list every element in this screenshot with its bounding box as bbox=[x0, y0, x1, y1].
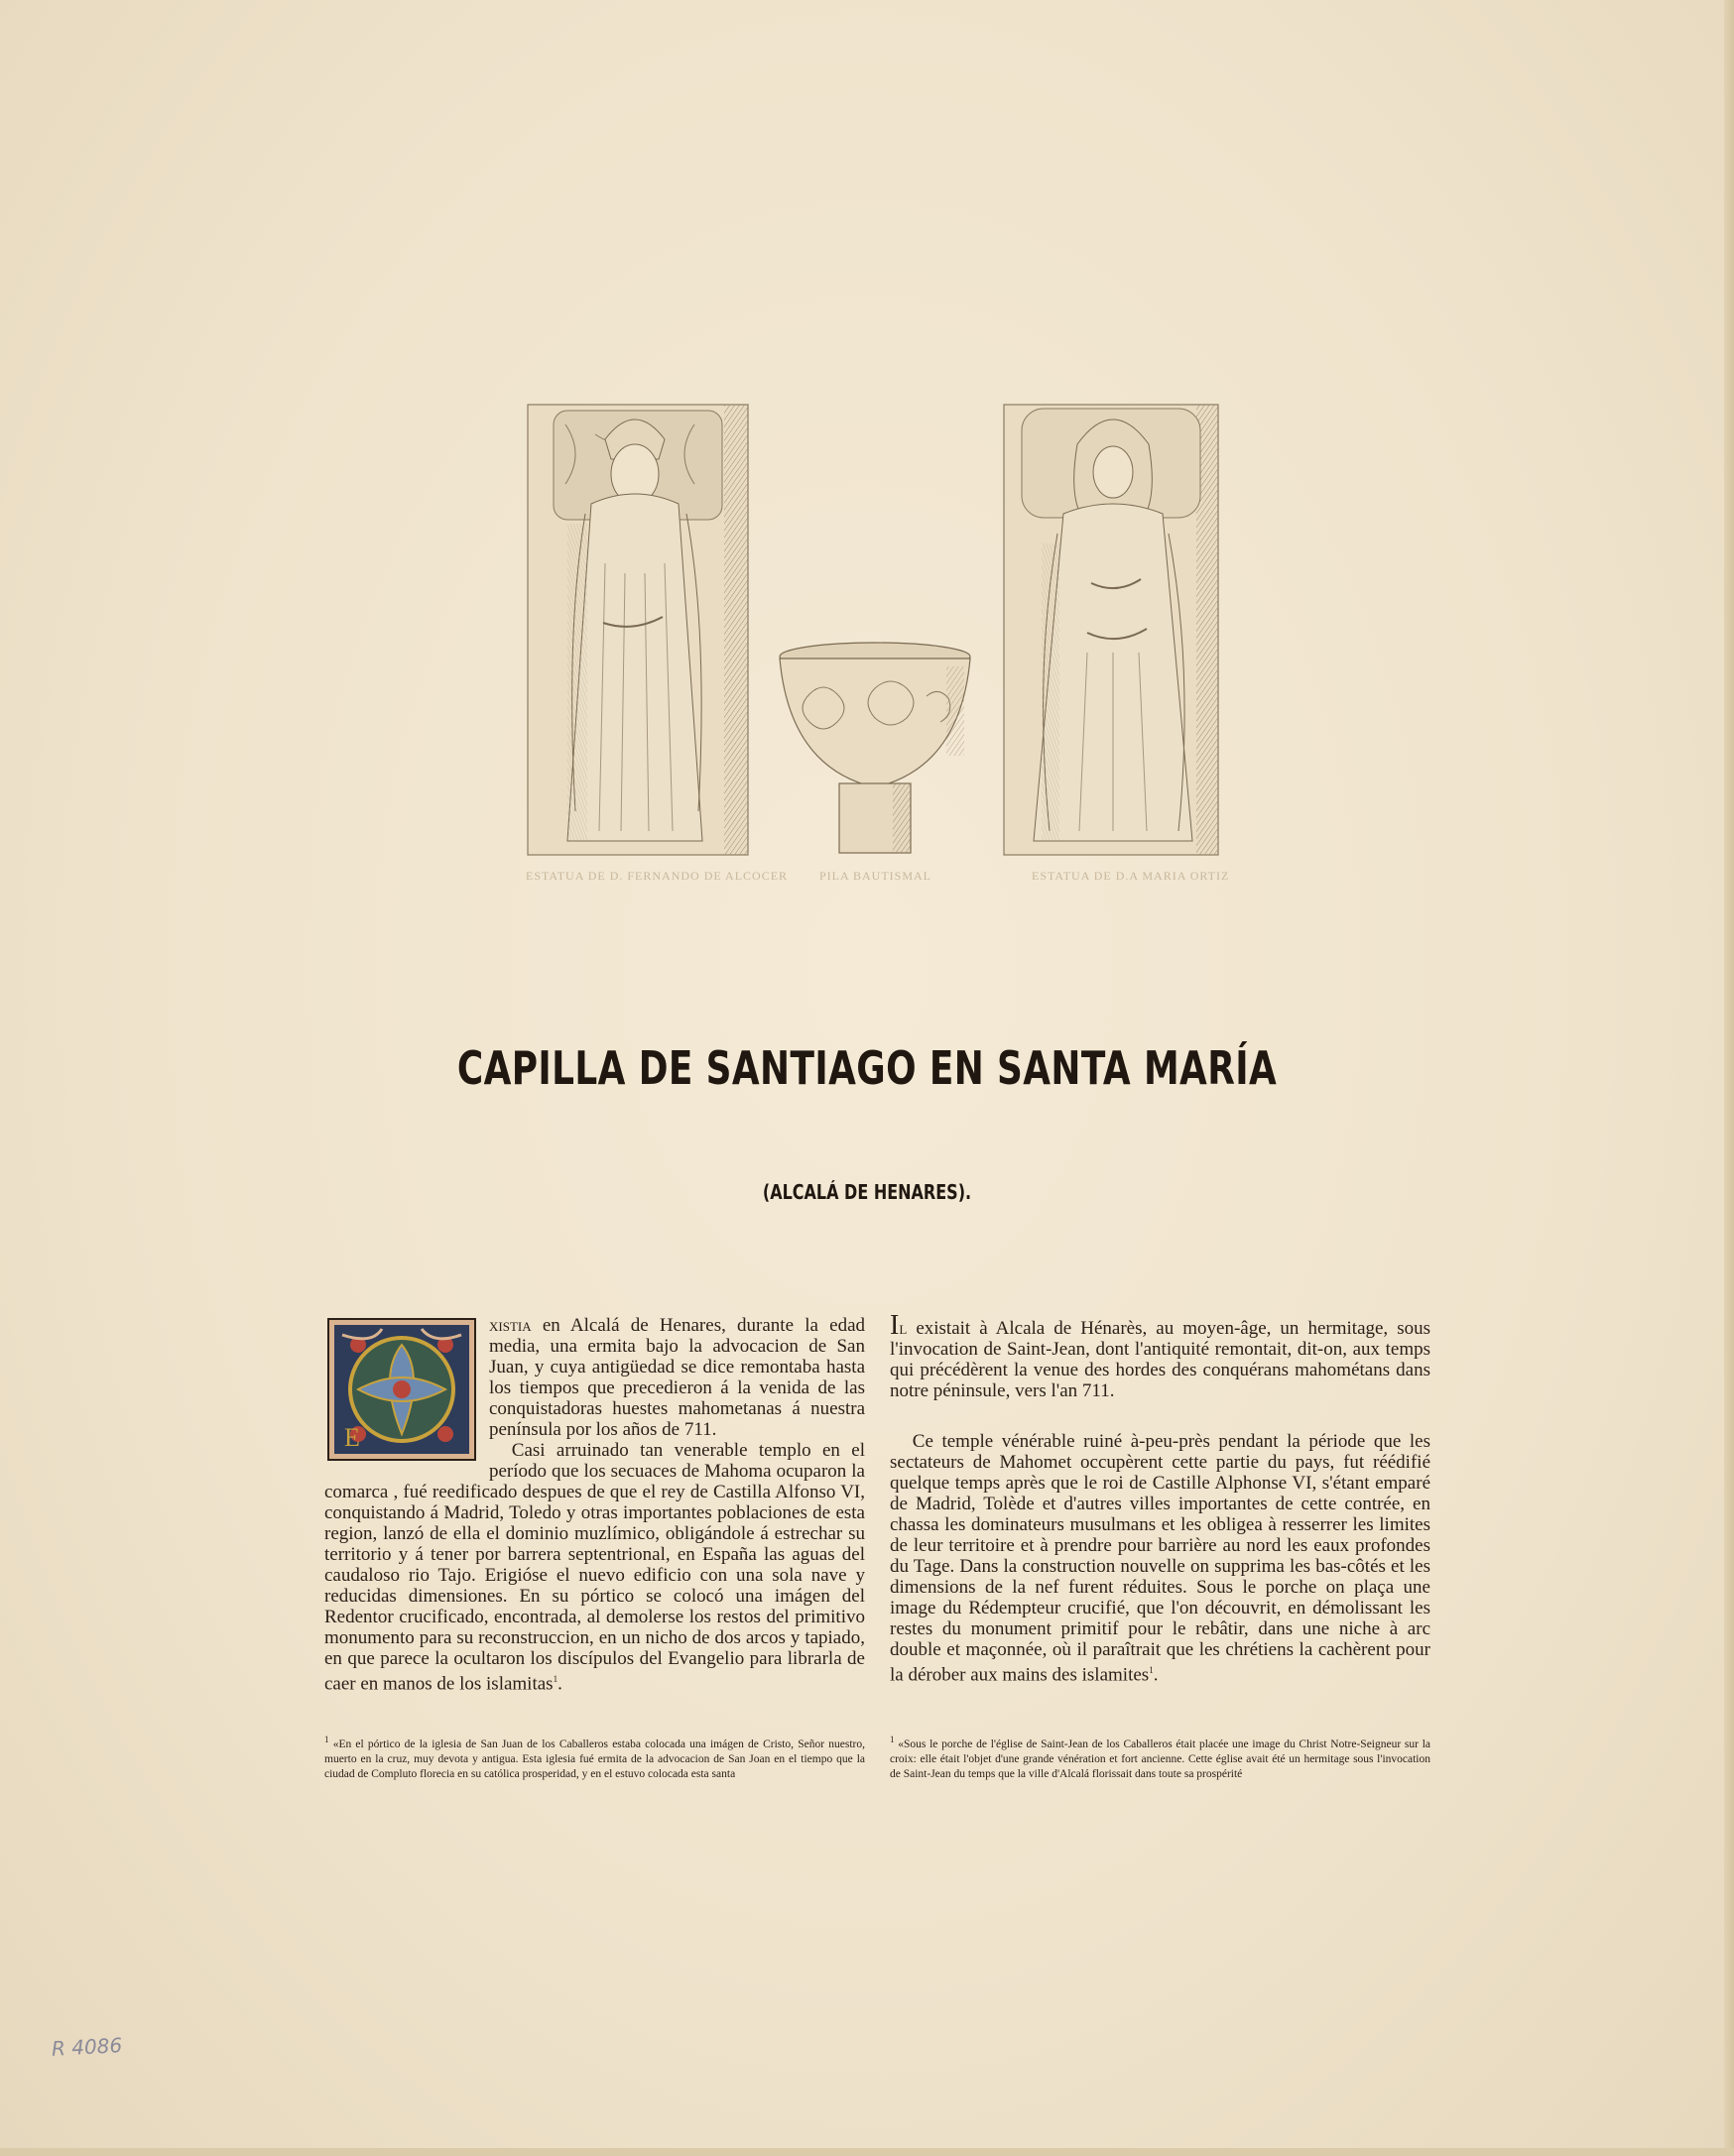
dropcap-letter: E bbox=[344, 1423, 360, 1452]
spanish-footnote-number: 1 bbox=[324, 1735, 329, 1744]
engraving-plate bbox=[526, 385, 1220, 861]
french-paragraph-2: Ce temple vénérable ruiné à-peu-près pendant la période que les sectateurs de Mahomet occupèrent cette partie du pays, fut réédifié quelque temps après que le roi de Castille Alphonse VI, s'étant emparé de Madrid, Tolède et d'autres villes importantes de cette contrée, en chassa les dominateurs musulmans et les obligea à resserrer les limites de leur territoire et à prendre pour barrière au nord les eaux profondes du Tage. Dans la construction nouvelle on supprima les bas-côtés et les dimensions de la nef furent réduites. Sous le porche on plaça une image du Rédempteur crucifié, que l'on découvrit, en démolissant les restes du monument primitif pour le rebâtir, dans une niche à arc double et maçonnée, où il paraîtrait que les chrétiens la cachèrent pour la dérober aux mains des islamites bbox=[890, 1431, 1430, 1686]
pencil-inventory-mark: R 4086 bbox=[51, 2033, 123, 2061]
spanish-footnote-text: «En el pórtico de la iglesia de San Juan de los Caballeros estaba colocada una imágen de Cristo, Señor nuestro, muerto en la cruz, muy devota y antigua. Esta iglesia fué ermita de la advocacion de San Joan en el tiempo que la ciudad de Compluto florecia en su católica prosperidad, y en el estuvo colocada esta santa bbox=[324, 1737, 865, 1780]
statue-maria bbox=[1004, 405, 1218, 855]
french-lead-word: l bbox=[899, 1318, 908, 1339]
paper-edge-right bbox=[1724, 0, 1734, 2156]
french-footnote-text: «Sous le porche de l'église de Saint-Jean de los Caballeros était placée une image du Christ Notre-Seigneur sur la croix: elle était l'objet d'une grande vénération et fort ancienne. Cette église avait été un hermitage sous l'invocation de Saint-Jean du temps que la ville d'Alcalá florissait dans toute sa prospérité bbox=[890, 1737, 1430, 1780]
spanish-column: E xistia en Alcalá de Henares, durante la edad media, una ermita bajo la advocacion de San Juan, y cuya antigüedad se dice remontaba hasta los tiempos que precedieron á la venida de las conquistadoras huestes mahometanas á nuestra península por los años de 711. Casi arruinado tan venerable templo en el período que los secuaces de Mahoma ocuparon la comarca , fué reedificado despues de que el rey de Castilla Alfonso VI, conquistando á Madrid, Toledo y otras importantes poblaciones de esta region, lanzó de ella el dominio muzlímico, obligándole á estrechar su territorio y á tener por barrera septentrional, en España las aguas del caudaloso rio Tajo. Erigióse el nuevo edificio con una sola nave y reducidas dimensiones. En su pórtico se colocó una imágen del Redentor crucificado, encontrada, al demolerse los restos del primitivo monumento para su reconstruccion, en un nicho de dos arcos y tapiado, en que parece la ocultaron los discípulos del Evangelio para librarla de caer en manos de los islamitas$^1$. bbox=[324, 1315, 865, 1695]
page-title: CAPILLA DE SANTIAGO EN SANTA MARÍA bbox=[456, 1041, 1278, 1095]
spanish-lead-word: xistia bbox=[489, 1315, 532, 1336]
paper-edge-bottom bbox=[0, 2148, 1734, 2156]
page-subtitle: (ALCALÁ DE HENARES). bbox=[762, 1180, 972, 1204]
caption-right: ESTATUA DE D.A MARIA ORTIZ bbox=[1032, 869, 1230, 883]
french-footnote-ref: 1 bbox=[1149, 1665, 1154, 1675]
french-paragraph-1: existait à Alcala de Hénarès, au moyen-âge, un hermitage, sous l'invocation de Saint-Jean, dont l'antiquité remontait, dit-on, aux temps qui précédèrent la venue des hordes des conquérans mahométans dans notre péninsule, vers l'an 711. bbox=[890, 1318, 1431, 1401]
caption-center: PILA BAUTISMAL bbox=[819, 869, 932, 883]
engraving-illustration bbox=[526, 385, 1220, 861]
illuminated-initial bbox=[324, 1315, 479, 1464]
spanish-footnote bbox=[324, 1733, 865, 1782]
french-initial: I bbox=[890, 1310, 900, 1341]
french-footnote bbox=[890, 1733, 1430, 1782]
spanish-paragraph-2: Casi arruinado tan venerable templo en el período que los secuaces de Mahoma ocuparon la comarca , fué reedificado despues de que el rey de Castilla Alfonso VI, conquistando á Madrid, Toledo y otras importantes poblaciones de esta region, lanzó de ella el dominio muzlímico, obligándole á estrechar su territorio y á tener por barrera septentrional, en España las aguas del caudaloso rio Tajo. Erigióse el nuevo edificio con una sola nave y reducidas dimensiones. En su pórtico se colocó una imágen del Redentor crucificado, encontrada, al demolerse los restos del primitivo monumento para su reconstruccion, en un nicho de dos arcos y tapiado, en que parece la ocultaron los discípulos del Evangelio para librarla de caer en manos de los islamitas bbox=[324, 1440, 865, 1695]
spanish-footnote-ref: 1 bbox=[553, 1674, 558, 1684]
french-column: Il existait à Alcala de Hénarès, au moyen-âge, un hermitage, sous l'invocation de Saint-Jean, dont l'antiquité remontait, dit-on, aux temps qui précédèrent la venue des hordes des conquérans mahométans dans notre péninsule, vers l'an 711. Ce temple vénérable ruiné à-peu-près pendant la période que les sectateurs de Mahomet occupèrent cette partie du pays, fut réédifié quelque temps après que le roi de Castille Alphonse VI, s'étant emparé de Madrid, Tolède et d'autres villes importantes de cette contrée, en chassa les dominateurs musulmans et les obligea à resserrer les limites de leur territoire et à prendre pour barrière au nord les eaux profondes du Tage. Dans la construction nouvelle on supprima les bas-côtés et les dimensions de la nef furent réduites. Sous le porche on plaça une image du Rédempteur crucifié, que l'on découvrit, en démolissant les restes du monument primitif pour le rebâtir, dans une niche à arc double et maçonnée, où il paraîtrait que les chrétiens la cachèrent pour la dérober aux mains des islamites$^1$. bbox=[890, 1310, 1431, 1686]
caption-left: ESTATUA DE D. FERNANDO DE ALCOCER bbox=[526, 869, 789, 883]
statue-fernando bbox=[528, 405, 748, 855]
french-footnote-number: 1 bbox=[890, 1735, 895, 1744]
spanish-paragraph-1: en Alcalá de Henares, durante la edad media, una ermita bajo la advocacion de San Juan, y cuya antigüedad se dice remontaba hasta los tiempos que precedieron á la venida de las conquistadoras huestes mahometanas á nuestra península por los años de 711. bbox=[489, 1315, 865, 1440]
baptismal-font bbox=[780, 643, 970, 853]
